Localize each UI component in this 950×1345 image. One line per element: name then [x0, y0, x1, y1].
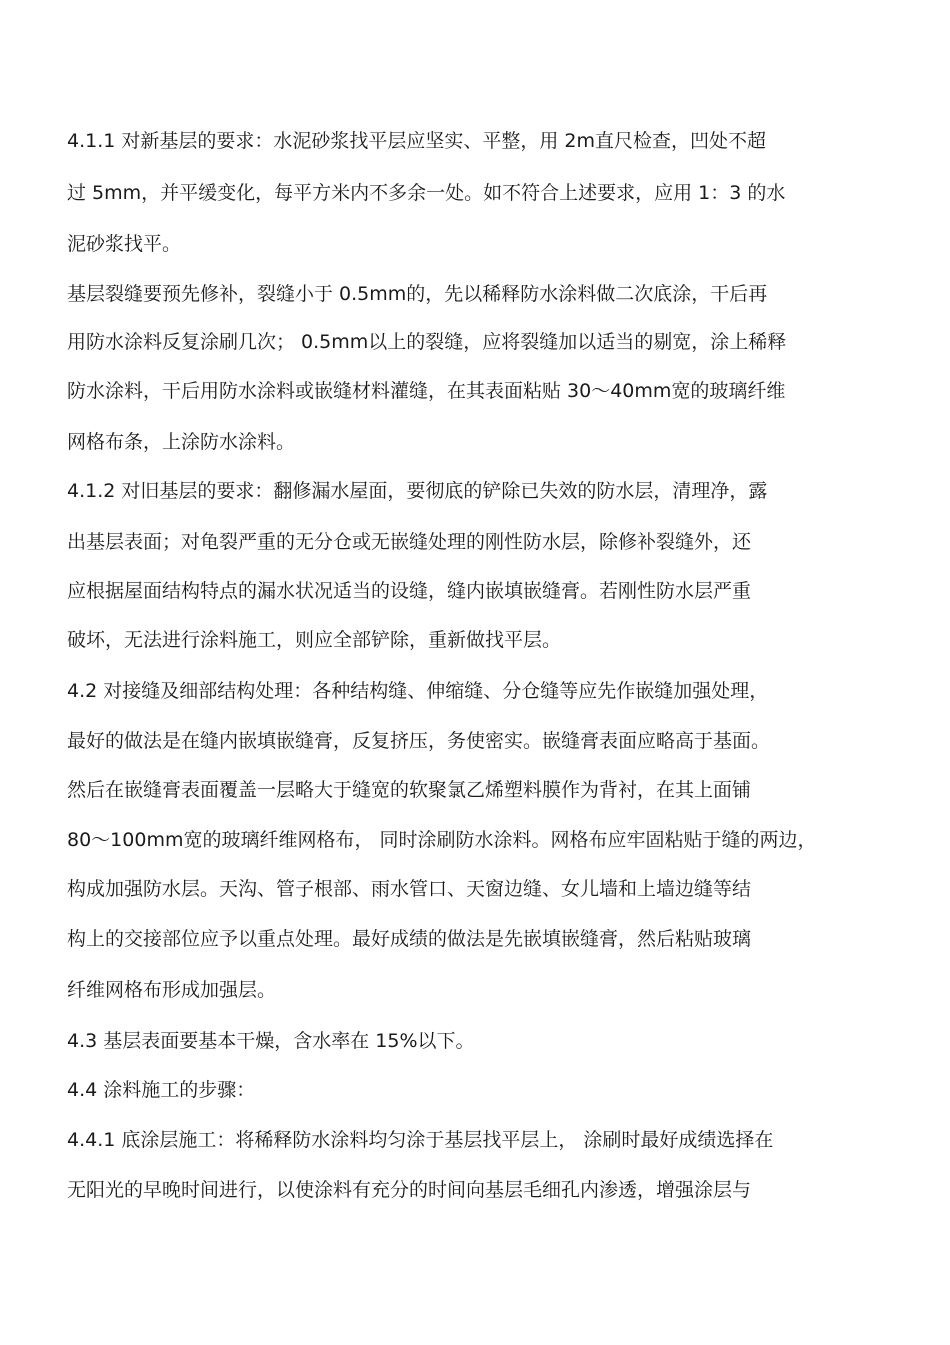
text-line: 防水涂料，干后用防水涂料或嵌缝材料灌缝，在其表面粘贴 30～40mm宽的玻璃纤维	[67, 380, 786, 402]
text-line: 构上的交接部位应予以重点处理。最好成绩的做法是先嵌填嵌缝膏，然后粘贴玻璃	[67, 928, 752, 950]
text-line: 基层裂缝要预先修补，裂缝小于 0.5mm的，先以稀释防水涂料做二次底涂，干后再	[67, 283, 768, 305]
text-line: 80～100mm宽的玻璃纤维网格布， 同时涂刷防水涂料。网格布应牢固粘贴于缝的两边，	[67, 829, 817, 851]
text-line: 应根据屋面结构特点的漏水状况适当的设缝，缝内嵌填嵌缝膏。若刚性防水层严重	[67, 580, 752, 602]
text-line: 4.1.2 对旧基层的要求：翻修漏水屋面，要彻底的铲除已失效的防水层，清理净，露	[67, 480, 768, 502]
text-line: 4.1.1 对新基层的要求：水泥砂浆找平层应坚实、平整，用 2m直尺检查，凹处不超	[67, 130, 767, 152]
text-line: 4.4 涂料施工的步骤：	[67, 1079, 256, 1101]
text-line: 4.4.1 底涂层施工：将稀释防水涂料均匀涂于基层找平层上， 涂刷时最好成绩选择在	[67, 1129, 774, 1151]
text-line: 网格布条，上涂防水涂料。	[67, 431, 296, 453]
text-line: 4.3 基层表面要基本干燥，含水率在 15%以下。	[67, 1030, 475, 1052]
text-line: 破坏，无法进行涂料施工，则应全部铲除，重新做找平层。	[67, 629, 562, 651]
text-line: 泥砂浆找平。	[67, 233, 182, 255]
text-line: 构成加强防水层。天沟、管子根部、雨水管口、天窗边缝、女儿墙和上墙边缝等结	[67, 878, 752, 900]
text-line: 过 5mm，并平缓变化，每平方米内不多余一处。如不符合上述要求，应用 1：3 的水	[67, 182, 786, 204]
text-line: 然后在嵌缝膏表面覆盖一层略大于缝宽的软聚氯乙烯塑料膜作为背衬，在其上面铺	[67, 779, 752, 801]
text-line: 出基层表面；对龟裂严重的无分仓或无嵌缝处理的刚性防水层，除修补裂缝外，还	[67, 531, 752, 553]
text-line: 无阳光的早晚时间进行，以使涂料有充分的时间向基层毛细孔内渗透，增强涂层与	[67, 1179, 752, 1201]
text-line: 最好的做法是在缝内嵌填嵌缝膏，反复挤压，务使密实。嵌缝膏表面应略高于基面。	[67, 730, 771, 752]
text-line: 4.2 对接缝及细部结构处理：各种结构缝、伸缩缝、分仓缝等应先作嵌缝加强处理，	[67, 680, 769, 702]
text-line: 纤维网格布形成加强层。	[67, 979, 277, 1001]
text-line: 用防水涂料反复涂刷几次； 0.5mm以上的裂缝，应将裂缝加以适当的剔宽，涂上稀释	[67, 331, 787, 353]
